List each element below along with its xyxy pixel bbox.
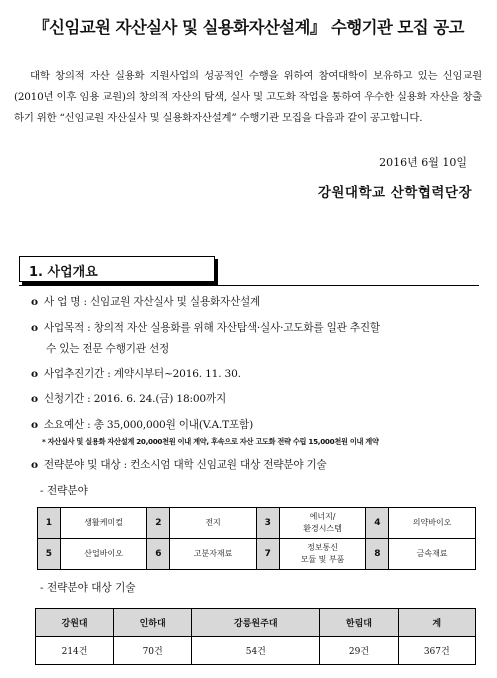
column-header: 강원대 bbox=[36, 609, 114, 637]
bullet-icon: o bbox=[31, 368, 38, 380]
intro-paragraph bbox=[14, 66, 482, 129]
table-cell: 70건 bbox=[114, 637, 192, 665]
item-text: 사 업 명 : 신임교원 자산실사 및 실용화자산설계 bbox=[43, 296, 261, 308]
tech-counts-table bbox=[35, 608, 476, 665]
field-number: 2 bbox=[147, 508, 170, 539]
bullet-icon: o bbox=[31, 322, 38, 334]
item-text: 사업목적 : 창의적 자산 실용화를 위해 자산탐색·실사·고도화를 일관 추진할 bbox=[43, 322, 380, 334]
table-header-row bbox=[36, 609, 476, 637]
item-text: 신청기간 : 2016. 6. 24.(금) 18:00까지 bbox=[43, 393, 226, 405]
section-title: 1. 사업개요 bbox=[29, 265, 98, 280]
column-header: 인하대 bbox=[114, 609, 192, 637]
list-item-application bbox=[31, 389, 481, 410]
bullet-icon: o bbox=[31, 459, 38, 471]
field-name: 금속재료 bbox=[389, 539, 476, 570]
section-divider bbox=[19, 285, 479, 286]
strategy-fields-table bbox=[37, 507, 476, 570]
field-name: 정보통신 모듈 및 부품 bbox=[279, 539, 366, 570]
table-cell: 214건 bbox=[36, 637, 114, 665]
field-name: 생활케미컬 bbox=[60, 508, 147, 539]
announcement-date: 2016년 6월 10일 bbox=[379, 156, 467, 169]
item-text: 사업추진기간 : 계약시부터~2016. 11. 30. bbox=[43, 368, 241, 380]
field-number: 7 bbox=[256, 539, 279, 570]
list-item-period bbox=[31, 364, 481, 385]
page-title: 『신임교원 자산실사 및 실용화자산설계』 수행기관 모집 공고 bbox=[33, 18, 464, 37]
field-number: 8 bbox=[366, 539, 389, 570]
list-item-project-name bbox=[31, 292, 481, 313]
field-name: 전지 bbox=[170, 508, 257, 539]
fields-label: - 전략분야 bbox=[40, 485, 88, 497]
table-row bbox=[36, 637, 476, 665]
table-row bbox=[38, 508, 476, 539]
table-cell: 367건 bbox=[398, 637, 476, 665]
field-name: 고분자재료 bbox=[170, 539, 257, 570]
item-text-continued: 수 있는 전문 수행기관 선정 bbox=[46, 343, 170, 355]
budget-note: * 자산실사 및 실용화 자산설계 20,000천원 이내 계약, 후속으로 자산 고도화 전략 수립 15,000천원 이내 계약 bbox=[42, 437, 379, 446]
bullet-icon: o bbox=[31, 296, 38, 308]
counts-label: - 전략분야 대상 기술 bbox=[40, 582, 136, 594]
column-header: 한림대 bbox=[320, 609, 398, 637]
item-text: 소요예산 : 총 35,000,000원 이내(V.A.T포함) bbox=[43, 419, 254, 431]
table-cell: 54건 bbox=[192, 637, 320, 665]
item-text: 전략분야 및 대상 : 컨소시엄 대학 신임교원 대상 전략분야 기술 bbox=[43, 459, 327, 471]
field-name: 의약바이오 bbox=[389, 508, 476, 539]
bullet-icon: o bbox=[31, 419, 38, 431]
table-row bbox=[38, 539, 476, 570]
column-header: 계 bbox=[398, 609, 476, 637]
list-item-budget bbox=[31, 415, 481, 436]
field-name: 산업바이오 bbox=[60, 539, 147, 570]
field-number: 3 bbox=[256, 508, 279, 539]
bullet-icon: o bbox=[31, 393, 38, 405]
field-number: 6 bbox=[147, 539, 170, 570]
organization-name: 강원대학교 산학협력단장 bbox=[317, 185, 472, 201]
column-header: 강릉원주대 bbox=[192, 609, 320, 637]
field-name: 에너지/ 환경시스템 bbox=[279, 508, 366, 539]
intro-text: 대학 창의적 자산 실용화 지원사업의 성공적인 수행을 위하여 참여대학이 보유하고 있는 신임교원(2010년 이후 임용 교원)의 창의적 자산의 탐색, 실사 및 고도화 작업을 통하여 우수한 실용화 자산을 창출하기 위한 “신임교원 자산실사 및 실용화자산설계” 수행기관 모집을 다음과 같이 공고합니다. bbox=[14, 70, 482, 124]
list-item-purpose bbox=[31, 318, 481, 360]
table-cell: 29건 bbox=[320, 637, 398, 665]
list-item-fields bbox=[31, 455, 481, 476]
field-number: 4 bbox=[366, 508, 389, 539]
field-number: 5 bbox=[38, 539, 61, 570]
field-number: 1 bbox=[38, 508, 61, 539]
section-heading-box bbox=[19, 256, 215, 282]
